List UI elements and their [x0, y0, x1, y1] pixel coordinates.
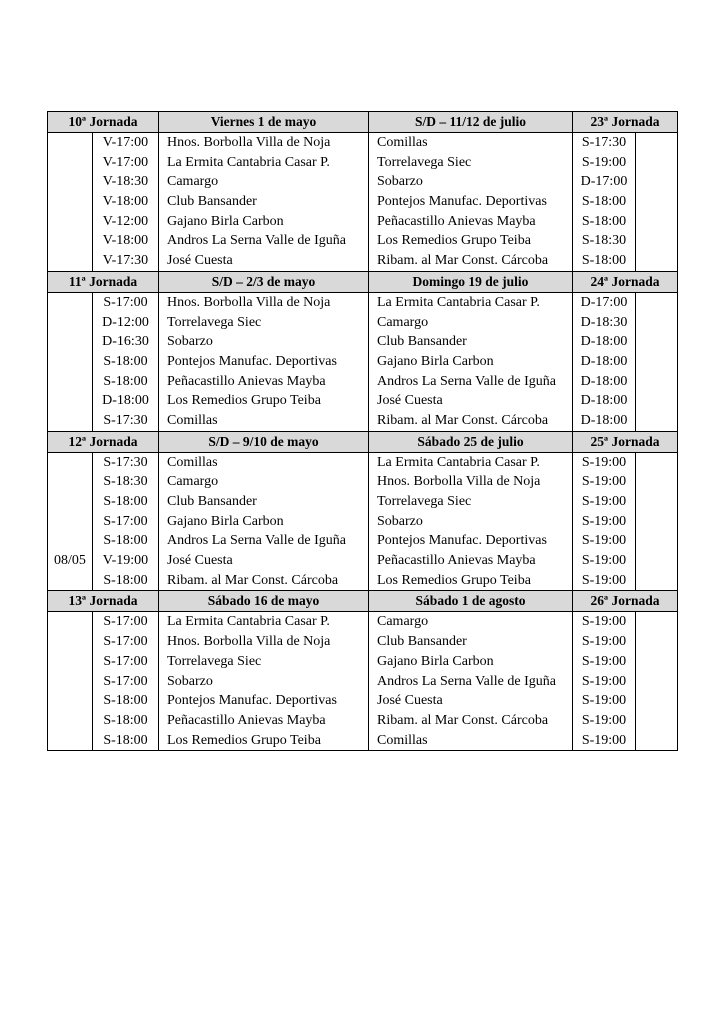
home-team: Andros La Serna Valle de Iguña	[167, 533, 346, 549]
match-time-left: D-12:00	[102, 314, 149, 330]
away-team: Hnos. Borbolla Villa de Noja	[377, 474, 541, 490]
date-left-header: S/D – 9/10 de mayo	[159, 431, 369, 452]
match-time-right: D-17:00	[580, 174, 628, 190]
schedule-table	[47, 111, 678, 751]
note-column-cell	[48, 292, 93, 431]
note-right-column-cell	[636, 612, 678, 751]
match-time-right: D-18:00	[580, 334, 628, 350]
section-header-row	[48, 591, 678, 612]
match-time-right: S-19:00	[581, 553, 627, 569]
away-team: Ribam. al Mar Const. Cárcoba	[377, 412, 549, 428]
jornada-right-header: 26ª Jornada	[573, 591, 678, 612]
match-time-right: S-19:00	[581, 533, 627, 549]
match-note	[48, 492, 92, 512]
home-team: Gajano Birla Carbon	[167, 513, 284, 529]
match-time-left: S-18:00	[103, 373, 148, 389]
note-right-column-cell	[636, 133, 678, 272]
away-team: Gajano Birla Carbon	[377, 653, 494, 669]
away-team: Pontejos Manufac. Deportivas	[377, 194, 547, 210]
jornada-right-header: 24ª Jornada	[573, 271, 678, 292]
match-note	[48, 411, 92, 431]
home-team: José Cuesta	[167, 553, 233, 569]
date-right-header: Domingo 19 de julio	[369, 271, 573, 292]
jornada-left-header: 11ª Jornada	[48, 271, 159, 292]
away-team: Peñacastillo Anievas Mayba	[377, 213, 536, 229]
section-header-row	[48, 431, 678, 452]
away-team: Club Bansander	[377, 634, 467, 650]
match-note	[48, 711, 92, 731]
match-time-right: S-19:00	[581, 673, 627, 689]
match-note	[48, 691, 92, 711]
match-time-left: S-17:00	[103, 653, 148, 669]
home-team: Los Remedios Grupo Teiba	[167, 732, 321, 748]
note-column-cell	[48, 612, 93, 751]
match-time-right: S-19:00	[581, 454, 627, 470]
match-note-right	[636, 652, 677, 672]
match-time-left: S-17:30	[103, 412, 148, 428]
date-left-header: Sábado 16 de mayo	[159, 591, 369, 612]
home-team: Club Bansander	[167, 194, 257, 210]
date-right-header: Sábado 1 de agosto	[369, 591, 573, 612]
match-note	[48, 153, 92, 173]
match-note-right	[636, 212, 677, 232]
match-time-right: S-19:00	[581, 474, 627, 490]
away-team-column-cell	[369, 612, 573, 751]
home-team: Pontejos Manufac. Deportivas	[167, 693, 337, 709]
away-team: Andros La Serna Valle de Iguña	[377, 373, 556, 389]
match-note	[48, 531, 92, 551]
match-time-right: D-18:30	[580, 314, 628, 330]
away-team: José Cuesta	[377, 693, 443, 709]
match-note	[48, 192, 92, 212]
match-note-right	[636, 492, 677, 512]
away-team-column-cell	[369, 452, 573, 591]
date-left-header: Viernes 1 de mayo	[159, 112, 369, 133]
date-right-header: Sábado 25 de julio	[369, 431, 573, 452]
match-note	[48, 472, 92, 492]
match-time-right: S-19:00	[581, 513, 627, 529]
section-header-row	[48, 112, 678, 133]
date-right-header: S/D – 11/12 de julio	[369, 112, 573, 133]
match-time-left: S-17:00	[103, 294, 148, 310]
note-column-cell	[48, 452, 93, 591]
match-note	[48, 512, 92, 532]
match-time-right: D-17:00	[580, 294, 628, 310]
home-team: Comillas	[167, 412, 218, 428]
match-note-right	[636, 133, 677, 153]
match-time-left: S-18:30	[103, 474, 148, 490]
home-team: Gajano Birla Carbon	[167, 213, 284, 229]
home-team: Los Remedios Grupo Teiba	[167, 393, 321, 409]
match-time-right: S-19:00	[581, 653, 627, 669]
away-team: José Cuesta	[377, 393, 443, 409]
match-time-left: S-17:00	[103, 634, 148, 650]
section-header-row	[48, 271, 678, 292]
match-note-right	[636, 711, 677, 731]
home-team: Peñacastillo Anievas Mayba	[167, 712, 326, 728]
match-note-right	[636, 172, 677, 192]
time-right-column-cell	[573, 292, 636, 431]
jornada-left-header: 12ª Jornada	[48, 431, 159, 452]
away-team: Sobarzo	[377, 174, 423, 190]
match-time-left: S-18:00	[103, 353, 148, 369]
match-note	[48, 612, 92, 632]
away-team: Sobarzo	[377, 513, 423, 529]
match-note-right	[636, 531, 677, 551]
time-left-column-cell	[93, 292, 159, 431]
match-note-right	[636, 571, 677, 591]
home-team: Sobarzo	[167, 334, 213, 350]
jornada-right-header: 25ª Jornada	[573, 431, 678, 452]
match-time-right: S-19:00	[581, 693, 627, 709]
match-note	[48, 293, 92, 313]
away-team: Torrelavega Siec	[377, 494, 472, 509]
away-team: La Ermita Cantabria Casar P.	[377, 294, 540, 310]
home-team: Torrelavega Siec	[167, 314, 262, 330]
match-time-left: S-18:00	[103, 732, 148, 748]
match-time-right: S-18:00	[581, 194, 627, 210]
match-note	[48, 391, 92, 411]
jornada-left-header: 10ª Jornada	[48, 112, 159, 133]
away-team: Comillas	[377, 732, 428, 748]
home-team: Camargo	[167, 174, 219, 190]
jornada-right-header: 23ª Jornada	[573, 112, 678, 133]
match-time-left: S-18:00	[103, 693, 148, 709]
section-body-row	[48, 292, 678, 431]
match-time-right: S-19:00	[581, 572, 627, 588]
section-body-row	[48, 612, 678, 751]
home-team: Sobarzo	[167, 673, 213, 689]
match-note-right	[636, 612, 677, 632]
match-note-right	[636, 391, 677, 411]
match-note-right	[636, 231, 677, 251]
note-column-cell	[48, 133, 93, 272]
away-team: Gajano Birla Carbon	[377, 353, 494, 369]
match-time-right: D-18:00	[580, 412, 628, 428]
match-note: 08/05	[54, 553, 86, 569]
match-note	[48, 731, 92, 751]
time-right-column-cell	[573, 133, 636, 272]
home-team-column-cell	[159, 133, 369, 272]
match-time-right: S-18:00	[581, 253, 627, 269]
home-team: Hnos. Borbolla Villa de Noja	[167, 294, 331, 310]
time-right-column-cell	[573, 452, 636, 591]
match-note-right	[636, 192, 677, 212]
match-note	[48, 251, 92, 271]
home-team-column-cell	[159, 292, 369, 431]
match-note-right	[636, 632, 677, 652]
home-team: Peñacastillo Anievas Mayba	[167, 373, 326, 389]
match-time-left: V-17:00	[102, 154, 149, 170]
match-note	[48, 632, 92, 652]
match-note-right	[636, 472, 677, 492]
jornada-left-header: 13ª Jornada	[48, 591, 159, 612]
time-right-column-cell	[573, 612, 636, 751]
match-note-right	[636, 153, 677, 173]
home-team: Comillas	[167, 454, 218, 470]
match-time-left: V-17:30	[102, 253, 149, 269]
match-time-left: S-17:00	[103, 614, 148, 630]
match-note	[48, 352, 92, 372]
time-left-column-cell	[93, 133, 159, 272]
match-note	[48, 652, 92, 672]
match-time-left: D-18:00	[102, 393, 149, 409]
home-team: Hnos. Borbolla Villa de Noja	[167, 135, 331, 150]
match-time-left: S-18:00	[103, 494, 148, 509]
match-time-right: S-19:00	[581, 494, 627, 509]
match-time-left: V-18:30	[102, 174, 149, 190]
match-note-right	[636, 731, 677, 751]
match-time-right: D-18:00	[580, 353, 628, 369]
match-note	[48, 332, 92, 352]
match-time-left: V-12:00	[102, 213, 149, 229]
match-time-right: S-19:00	[581, 154, 627, 170]
away-team: Pontejos Manufac. Deportivas	[377, 533, 547, 549]
match-note-right	[636, 691, 677, 711]
away-team: Andros La Serna Valle de Iguña	[377, 673, 556, 689]
match-time-left: S-17:00	[103, 673, 148, 689]
home-team: José Cuesta	[167, 253, 233, 269]
match-note	[48, 453, 92, 473]
away-team: Ribam. al Mar Const. Cárcoba	[377, 712, 549, 728]
match-time-right: S-19:00	[581, 732, 627, 748]
match-note-right	[636, 453, 677, 473]
away-team: Ribam. al Mar Const. Cárcoba	[377, 253, 549, 269]
home-team: Camargo	[167, 474, 219, 490]
match-note-right	[636, 551, 677, 571]
match-time-left: S-18:00	[103, 533, 148, 549]
home-team: Torrelavega Siec	[167, 653, 262, 669]
date-left-header: S/D – 2/3 de mayo	[159, 271, 369, 292]
match-time-right: S-19:00	[581, 634, 627, 650]
home-team: Pontejos Manufac. Deportivas	[167, 353, 337, 369]
match-time-left: S-17:00	[103, 513, 148, 529]
note-right-column-cell	[636, 452, 678, 591]
match-note-right	[636, 411, 677, 431]
away-team: Club Bansander	[377, 334, 467, 350]
match-note-right	[636, 293, 677, 313]
match-note	[48, 231, 92, 251]
away-team: Los Remedios Grupo Teiba	[377, 233, 531, 249]
away-team: Torrelavega Siec	[377, 154, 472, 170]
time-left-column-cell	[93, 612, 159, 751]
match-note-right	[636, 372, 677, 392]
match-time-left: S-18:00	[103, 572, 148, 588]
home-team: Club Bansander	[167, 494, 257, 509]
home-team: La Ermita Cantabria Casar P.	[167, 614, 330, 630]
home-team: Andros La Serna Valle de Iguña	[167, 233, 346, 249]
away-team: Peñacastillo Anievas Mayba	[377, 553, 536, 569]
away-team: Los Remedios Grupo Teiba	[377, 572, 531, 588]
home-team: Hnos. Borbolla Villa de Noja	[167, 634, 331, 650]
away-team-column-cell	[369, 292, 573, 431]
away-team: Camargo	[377, 614, 429, 630]
match-time-left: V-18:00	[102, 194, 149, 210]
away-team: Camargo	[377, 314, 429, 330]
match-time-right: S-19:00	[581, 614, 627, 630]
time-left-column-cell	[93, 452, 159, 591]
match-time-left: V-18:00	[102, 233, 149, 249]
match-note-right	[636, 352, 677, 372]
match-note	[48, 212, 92, 232]
match-time-right: D-18:00	[580, 373, 628, 389]
home-team: Ribam. al Mar Const. Cárcoba	[167, 572, 339, 588]
match-time-right: S-19:00	[581, 712, 627, 728]
match-time-left: S-18:00	[103, 712, 148, 728]
match-time-left: V-17:00	[102, 135, 149, 150]
match-time-left: S-17:30	[103, 454, 148, 470]
match-note	[48, 372, 92, 392]
match-note-right	[636, 251, 677, 271]
match-note-right	[636, 313, 677, 333]
match-time-right: S-18:30	[581, 233, 627, 249]
note-right-column-cell	[636, 292, 678, 431]
match-note-right	[636, 512, 677, 532]
home-team-column-cell	[159, 452, 369, 591]
home-team-column-cell	[159, 612, 369, 751]
home-team: La Ermita Cantabria Casar P.	[167, 154, 330, 170]
away-team: Comillas	[377, 135, 428, 150]
match-time-right: S-17:30	[581, 135, 627, 150]
match-time-left: D-16:30	[102, 334, 149, 350]
match-note	[48, 172, 92, 192]
match-note	[48, 672, 92, 692]
match-note	[48, 313, 92, 333]
match-note-right	[636, 672, 677, 692]
match-time-left: V-19:00	[102, 553, 149, 569]
away-team-column-cell	[369, 133, 573, 272]
match-note	[48, 133, 92, 153]
match-note	[48, 571, 92, 591]
section-body-row	[48, 133, 678, 272]
match-time-right: S-18:00	[581, 213, 627, 229]
section-body-row	[48, 452, 678, 591]
away-team: La Ermita Cantabria Casar P.	[377, 454, 540, 470]
match-note-right	[636, 332, 677, 352]
match-time-right: D-18:00	[580, 393, 628, 409]
